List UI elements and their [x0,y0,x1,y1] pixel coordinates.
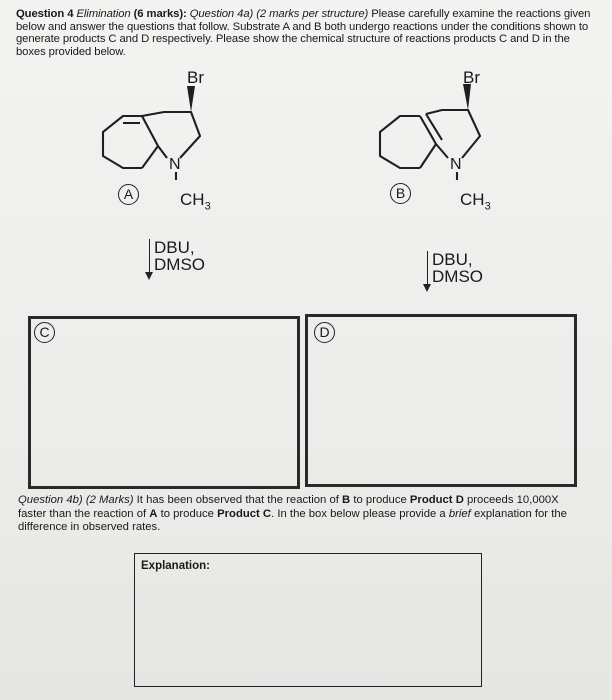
question-4b-text-3: proceeds 10,000X faster than the reaction of [18,494,559,520]
substrate-a-methyl-ch: CH [180,190,205,209]
question-4-instructions: Please carefully examine the reactions given below and answer the questions that follow. Substrate A and B both undergo reactions under the conditions shown to generate products C and D respectively. Please show the chemical structure of reactions products C and D in the boxes provided below. [16,8,591,58]
question-4b-label: Question 4b) [18,494,83,506]
question-4b-text-4: to produce [160,507,214,520]
explanation-box[interactable] [134,553,482,687]
reaction-b-reagent-2: DMSO [432,267,483,286]
product-d-answer-box[interactable] [305,314,577,487]
reaction-a-reagent-1: DBU, [154,238,195,257]
down-arrow-icon [423,284,431,292]
question-4-text [16,8,596,58]
substrate-a-methyl-sub: 3 [204,200,211,213]
question-4b-text-1: It has been observed that the reaction of [136,494,339,506]
down-arrow-icon [145,272,153,280]
substrate-b-double-bond [426,114,442,140]
substrate-b-five-ring [426,110,480,158]
question-4-marks: (6 marks): [133,8,187,20]
question-4b-brief: brief [448,507,471,520]
question-4b-text-6: explanation for the difference in observed rates. [18,507,567,533]
substrate-b-methyl-sub: 3 [484,200,491,213]
substrate-b-c-n-bond [436,144,448,158]
explanation-input[interactable] [141,578,475,680]
question-4-topic: Elimination [76,8,131,20]
reaction-b-reagent-1: DBU, [432,250,473,269]
question-4b-product-d: Product D [409,494,464,506]
product-c-answer-box[interactable] [28,316,300,489]
wedge-icon [187,86,195,112]
substrate-b-ring-fusion-bond [420,144,436,168]
substrate-a-label: A [118,184,139,205]
question-4b-text-5: . In the box below please provide a [271,507,446,520]
product-d-label: D [314,322,335,343]
question-4a-label: Question 4a) [189,8,254,20]
reaction-b-conditions [427,251,483,285]
substrate-a-br: Br [187,68,204,87]
question-4b-substrate-a: A [149,507,158,520]
substrate-a-n: N [169,156,181,173]
reaction-a-reagent-2: DMSO [154,255,205,274]
substrate-b-n: N [450,156,462,173]
substrate-b-methyl-ch: CH [460,190,485,209]
substrate-a-c-n-bond [158,146,167,158]
question-4b-marks: (2 Marks) [85,494,134,506]
substrate-b-label: B [390,183,411,204]
explanation-label: Explanation: [141,560,211,572]
question-4b-substrate-b: B [342,494,351,506]
question-4b-text [18,494,578,535]
substrate-a-ring-fusion-bond [142,116,158,146]
product-c-label: C [34,322,55,343]
substrate-b-br: Br [463,68,480,87]
substrate-a-five-ring [142,112,200,158]
question-4-title: Question 4 [16,8,74,20]
substrate-a-methyl [180,190,211,212]
substrate-b-six-ring [380,116,420,168]
question-4b-text-2: to produce [353,494,407,506]
reaction-a-conditions [149,239,205,273]
substrate-b-methyl [460,190,491,212]
question-4a-marks: (2 marks per structure) [256,8,369,20]
question-4b-product-c: Product C [217,507,272,520]
